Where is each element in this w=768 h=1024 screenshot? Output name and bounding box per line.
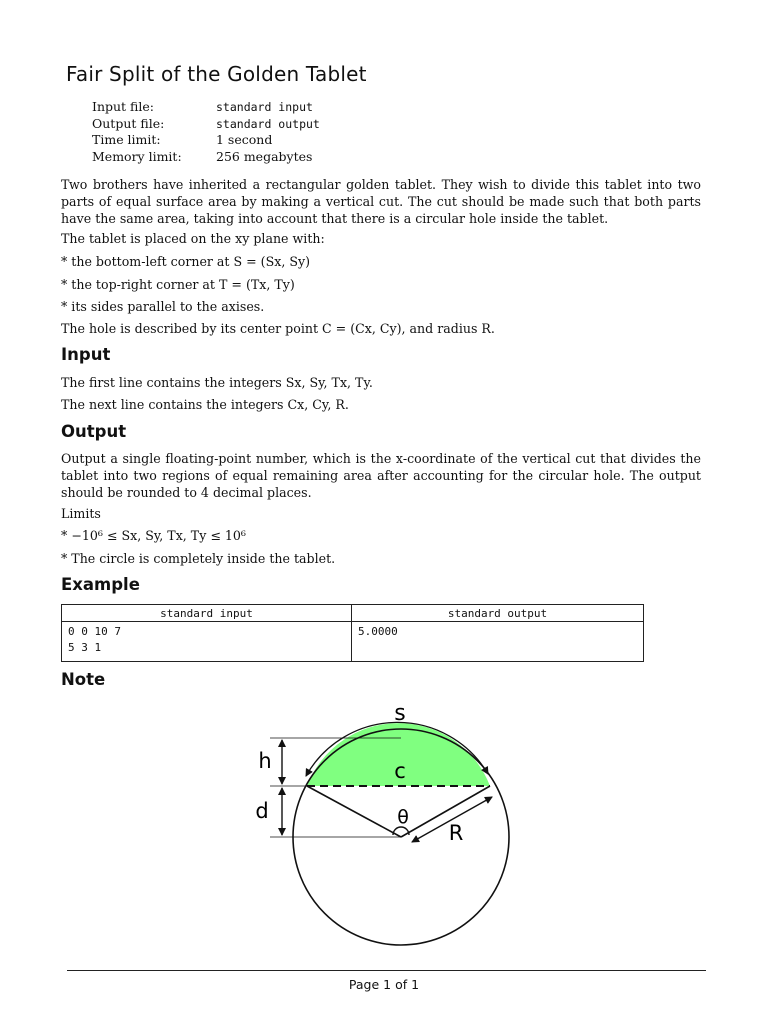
input-line-1: The first line contains the integers Sx, Sy, Tx, Ty.	[61, 375, 373, 390]
radius-right	[401, 786, 490, 837]
example-output-cell: 5.0000	[352, 622, 644, 662]
limits-label: Limits	[61, 506, 101, 521]
example-input-cell: 0 0 10 7 5 3 1	[62, 622, 352, 662]
statement-hole: The hole is described by its center point C = (Cx, Cy), and radius R.	[61, 321, 495, 336]
page-number: Page 1 of 1	[348, 977, 420, 992]
example-heading: Example	[61, 575, 140, 594]
statement-plane: The tablet is placed on the xy plane with:	[61, 231, 325, 246]
output-text: Output a single floating-point number, which is the x-coordinate of the vertical cut that divides the tablet into two regions of equal remaining area after accounting for the circular hole. The output should be rounded to 4 decimal places.	[61, 451, 701, 500]
label-r: R	[448, 821, 464, 845]
statement-intro: Two brothers have inherited a rectangular golden tablet. They wish to divide this tablet into two parts of equal surface area by making a vertical cut. The cut should be made such that both parts have the same area, taking into account that there is a circular hole inside the tablet.	[61, 177, 701, 226]
circle-segment-diagram	[240, 700, 520, 960]
limit-1: * −10⁶ ≤ Sx, Sy, Tx, Ty ≤ 10⁶	[61, 528, 246, 543]
label-h: h	[258, 749, 272, 773]
label-s: s	[394, 701, 406, 726]
example-table	[61, 604, 644, 662]
note-heading: Note	[61, 670, 106, 689]
radius-left	[307, 786, 401, 837]
input-line-2: The next line contains the integers Cx, Cy, R.	[61, 397, 349, 412]
label-theta: θ	[397, 806, 409, 828]
statement-bullet-1: * the bottom-left corner at S = (Sx, Sy)	[61, 254, 310, 269]
problem-title: Fair Split of the Golden Tablet	[66, 62, 367, 86]
statement-bullet-2: * the top-right corner at T = (Tx, Ty)	[61, 277, 295, 292]
label-d: d	[255, 799, 269, 823]
meta-row-input-file: Input file: standard input	[92, 99, 313, 114]
problem-meta	[92, 99, 320, 165]
meta-row-memory-limit: Memory limit: 256 megabytes	[92, 148, 313, 164]
label-c: c	[394, 759, 406, 783]
statement-bullet-3: * its sides parallel to the axises.	[61, 299, 265, 314]
example-col-input: standard input	[62, 605, 352, 622]
limit-2: * The circle is completely inside the tablet.	[61, 551, 336, 566]
meta-row-time-limit: Time limit: 1 second	[92, 132, 273, 147]
output-heading: Output	[61, 422, 127, 441]
meta-row-output-file: Output file: standard output	[92, 115, 320, 131]
input-heading: Input	[61, 345, 111, 364]
footer-rule	[67, 970, 706, 971]
example-data-row	[62, 622, 644, 662]
example-header-row	[62, 605, 644, 622]
example-col-output: standard output	[352, 605, 644, 622]
